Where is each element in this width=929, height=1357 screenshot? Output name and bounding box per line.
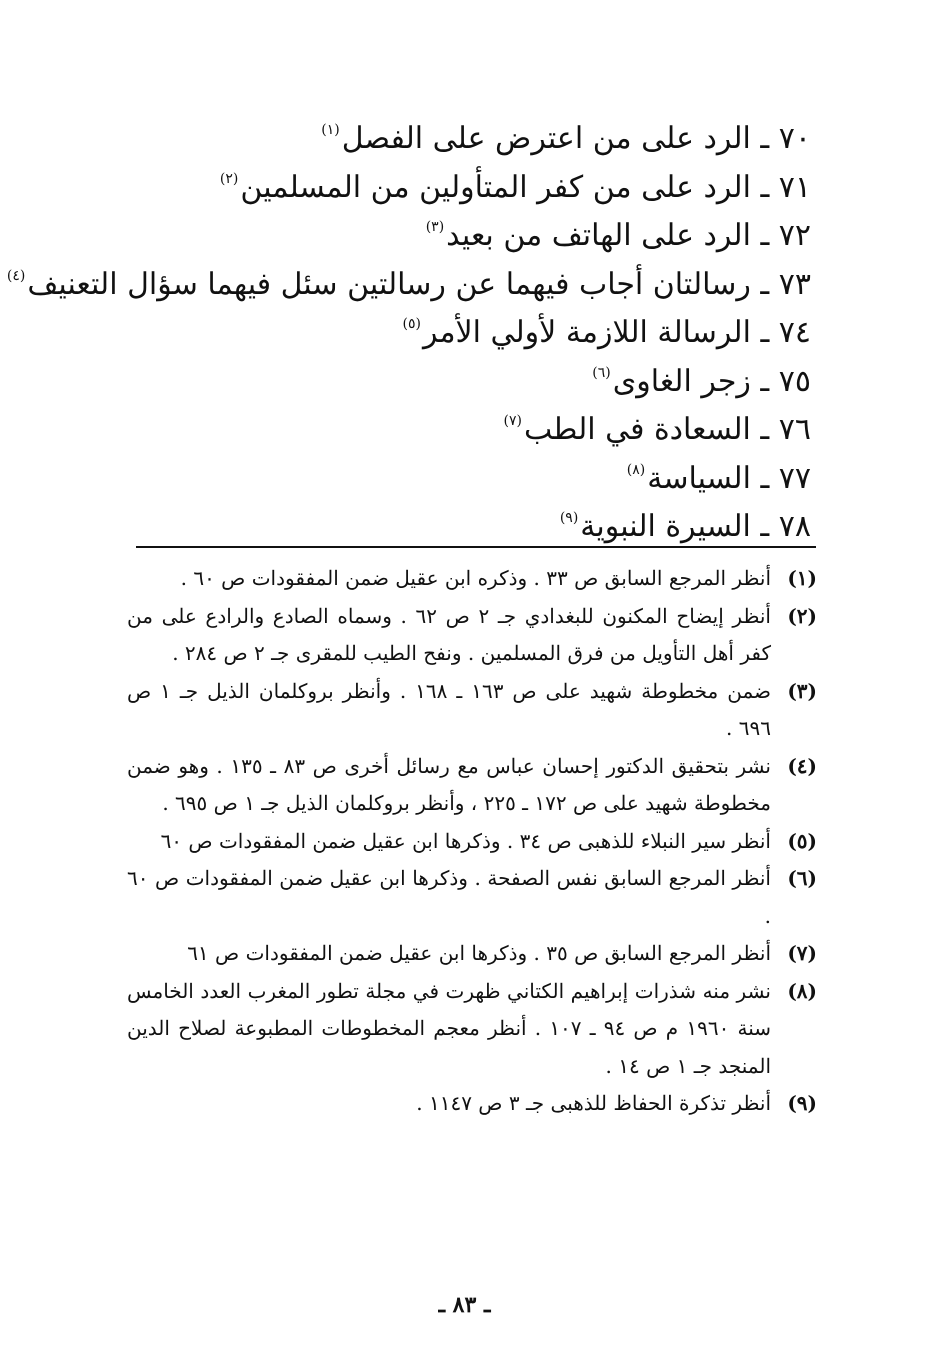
footnote-text: أنظر تذكرة الحفاظ للذهبى جـ ٣ ص ١١٤٧ . [416,1091,771,1115]
footnote-9 [127,1085,817,1123]
book-entry-78 [111,494,811,543]
footnote-8 [127,973,817,1086]
entry-title: ٧٣ ـ رسالتان أجاب فيهما عن رسالتين سئل فيهما سؤال التعنيف [27,266,811,302]
footnote-7 [127,935,817,973]
footnote-number: (٤) [787,753,817,778]
footnote-text: أنظر المرجع السابق نفس الصفحة . وذكرها ابن عقيل ضمن المفقودات ص ٦٠ . [127,866,771,928]
footnote-number: (٩) [787,1091,817,1115]
footnote-ref[interactable]: (٢) [219,170,239,187]
book-entry-74 [111,300,811,349]
footnote-1 [127,560,817,598]
entry-title: ٧٦ ـ السعادة في الطب [524,412,811,447]
entry-title: ٧٧ ـ السياسة [647,460,811,496]
footnote-ref[interactable]: (٧) [503,413,522,429]
footnote-number: (٢) [787,603,817,628]
footnote-text: أنظر سير النبلاء للذهبى ص ٣٤ . وذكرها ابن عقيل ضمن المفقودات ص ٦٠ [160,828,771,853]
footnote-text: نشر منه شذرات إبراهيم الكتاني ظهرت في مجلة تطور المغرب العدد الخامس سنة ١٩٦٠ م ص ٩٤ ـ ١٠٧ . أنظر معجم المخطوطات المطبوعة لصلاح الدين المنجد جـ ١ ص ١٤ . [127,978,772,1078]
book-entry-72 [111,203,811,252]
footnote-ref[interactable]: (٩) [559,510,579,526]
entry-title: ٧١ ـ الرد على من كفر المتأولين من المسلمين [240,169,811,205]
book-entry-71 [111,155,811,204]
footnote-text: أنظر المرجع السابق ص ٣٥ . وذكرها ابن عقيل ضمن المفقودات ص ٦١ [187,941,771,965]
footnote-text: أنظر المرجع السابق ص ٣٣ . وذكره ابن عقيل ضمن المفقودات ص ٦٠ . [180,566,771,590]
footnote-2 [127,598,817,673]
footnote-number: (٧) [787,941,817,965]
footnote-separator [136,546,816,548]
footnote-6 [127,860,817,935]
footnote-number: (٦) [787,866,817,890]
footnote-ref[interactable]: (٣) [425,219,445,235]
footnote-text: ضمن مخطوطة شهيد على ص ١٦٣ ـ ١٦٨ . وأنظر بروكلمان الذيل جـ ١ ص ٦٩٦ . [127,678,771,740]
book-entry-70 [111,106,811,155]
footnote-ref[interactable]: (٦) [592,364,611,381]
entry-title: ٧٥ ـ زجر الغاوى [612,363,811,399]
entry-title: ٧٨ ـ السيرة النبوية [580,509,811,544]
book-entry-77 [111,446,811,495]
book-entry-73 [6,252,811,302]
footnote-ref[interactable]: (٤) [6,267,26,284]
footnote-number: (١) [787,566,817,590]
footnote-ref[interactable]: (١) [321,122,340,138]
book-entry-75 [111,349,811,398]
footnotes-list [127,560,817,1123]
footnote-text: أنظر إيضاح المكنون للبغدادي جـ ٢ ص ٦٢ . وسماه الصادع والرادع على من كفر أهل التأويل من فرق المسلمين . ونفح الطيب للمقرى جـ ٢ ص ٢٨٤ . [127,603,771,665]
footnote-3 [127,673,817,748]
entry-title: ٧٢ ـ الرد على الهاتف من بعيد [446,218,811,253]
footnote-text: نشر بتحقيق الدكتور إحسان عباس مع رسائل أخرى ص ٨٣ ـ ١٣٥ . وهو ضمن مخطوطة شهيد على ص ١٧٢ ـ ٢٢٥ ، وأنظر بروكلمان الذيل جـ ١ ص ٦٩٥ . [127,753,771,815]
entry-title: ٧٠ ـ الرد على من اعترض على الفصل [341,121,811,156]
book-entries-list [6,106,811,544]
footnote-number: (٣) [787,678,817,703]
footnote-ref[interactable]: (٥) [402,316,421,332]
footnote-5 [127,823,817,861]
footnote-ref[interactable]: (٨) [626,461,646,478]
entry-title: ٧٤ ـ الرسالة اللازمة لأولي الأمر [422,315,811,350]
page-number: ـ ٨٣ ـ [438,1292,491,1318]
footnote-number: (٨) [787,978,817,1003]
footnote-4 [127,748,817,823]
footnote-number: (٥) [787,828,817,853]
book-entry-76 [111,397,811,446]
